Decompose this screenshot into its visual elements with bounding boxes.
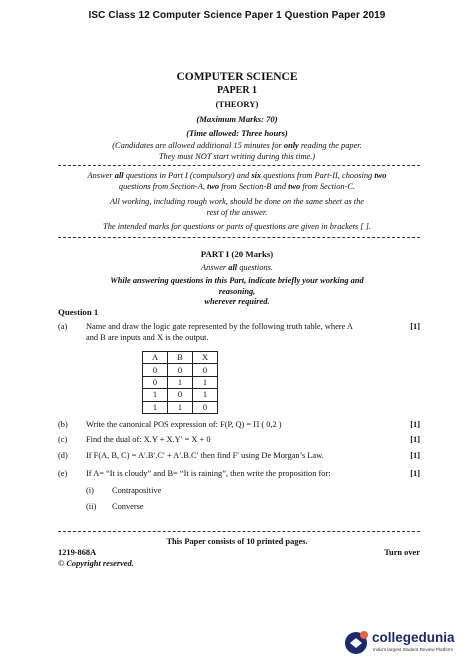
question-label: (d) <box>58 451 68 460</box>
instructions-rough-work: All working, including rough work, should be done on the same sheet as the rest of the answer. <box>110 197 364 217</box>
logo-name: collegedunia <box>372 630 455 645</box>
printed-pages-note: This Paper consists of 10 printed pages. <box>166 537 308 546</box>
copyright-notice: © Copyright reserved. <box>58 559 134 568</box>
table-cell: 1 <box>193 376 218 388</box>
table-header-cell: X <box>193 352 218 364</box>
question-text: Name and draw the logic gate represented by the following truth table, where A and B are inputs and X is the output. <box>86 322 353 342</box>
table-cell: 0 <box>143 376 168 388</box>
question-heading: Question 1 <box>58 307 99 317</box>
question-label: (b) <box>58 420 68 429</box>
sub-question-label: (i) <box>86 486 94 495</box>
truth-table <box>142 351 218 414</box>
divider <box>58 237 420 238</box>
sub-question-text: Converse <box>112 502 144 511</box>
table-cell: 0 <box>193 401 218 413</box>
logo-tagline: India's largest Student Review Platform <box>373 647 454 652</box>
part-answer-all: Answer all questions. <box>201 263 273 272</box>
question-label: (e) <box>58 469 68 478</box>
sub-question-text: Contrapositive <box>112 486 162 495</box>
part-title: PART I (20 Marks) <box>200 249 274 259</box>
question-text: Find the dual of: X.Y + X.Y′ = X + 0 <box>86 435 211 444</box>
table-cell: 0 <box>143 364 168 376</box>
part-instructions: While answering questions in this Part, indicate briefly your working and reasoning, wherever required. <box>110 276 364 306</box>
table-cell: 0 <box>168 389 193 401</box>
question-marks: [1] <box>410 420 420 429</box>
subject-title: COMPUTER SCIENCE <box>176 71 298 83</box>
paper-code: 1219-868A <box>58 548 97 557</box>
table-cell: 1 <box>193 389 218 401</box>
table-cell: 1 <box>143 389 168 401</box>
table-cell: 1 <box>143 401 168 413</box>
paper-number: PAPER 1 <box>216 85 258 96</box>
question-text: If F(A, B, C) = A′.B′.C′ + A′.B.C′ then find F′ using De Morgan’s Law. <box>86 451 324 460</box>
table-cell: 1 <box>168 401 193 413</box>
time-allowed: (Time allowed: Three hours) <box>186 128 288 138</box>
divider <box>58 531 420 532</box>
table-header-cell: B <box>168 352 193 364</box>
table-cell: 0 <box>168 364 193 376</box>
question-label: (c) <box>58 435 68 444</box>
divider <box>58 165 420 166</box>
table-row <box>143 389 218 401</box>
table-row <box>143 401 218 413</box>
sub-question-label: (ii) <box>86 502 97 511</box>
maximum-marks: (Maximum Marks: 70) <box>196 114 278 124</box>
table-header-row <box>143 352 218 364</box>
instructions-answer: Answer all questions in Part I (compulsory) and six questions from Part-II, choosing two questions from Section-A, two from Section-B and two from Section-C. <box>87 171 387 191</box>
candidates-note: (Candidates are allowed additional 15 minutes for only reading the paper. They must NOT start writing during this time.) <box>112 141 362 161</box>
question-label: (a) <box>58 322 68 331</box>
turn-over-label: Turn over <box>384 548 420 557</box>
table-row <box>143 376 218 388</box>
question-text: Write the canonical POS expression of: F(P, Q) = Π ( 0,2 ) <box>86 420 282 429</box>
question-text: If A= “It is cloudy” and B= “It is raining”, then write the proposition for: <box>86 469 331 478</box>
table-header-cell: A <box>143 352 168 364</box>
question-marks: [1] <box>410 451 420 460</box>
question-marks: [1] <box>410 435 420 444</box>
question-marks: [1] <box>410 322 420 331</box>
table-row <box>143 364 218 376</box>
question-marks: [1] <box>410 469 420 478</box>
theory-label: (THEORY) <box>215 99 259 109</box>
table-cell: 0 <box>193 364 218 376</box>
instructions-marks: The intended marks for questions or parts of questions are given in brackets [ ]. <box>103 222 371 231</box>
page-banner-title: ISC Class 12 Computer Science Paper 1 Question Paper 2019 <box>88 10 386 21</box>
table-cell: 1 <box>168 376 193 388</box>
